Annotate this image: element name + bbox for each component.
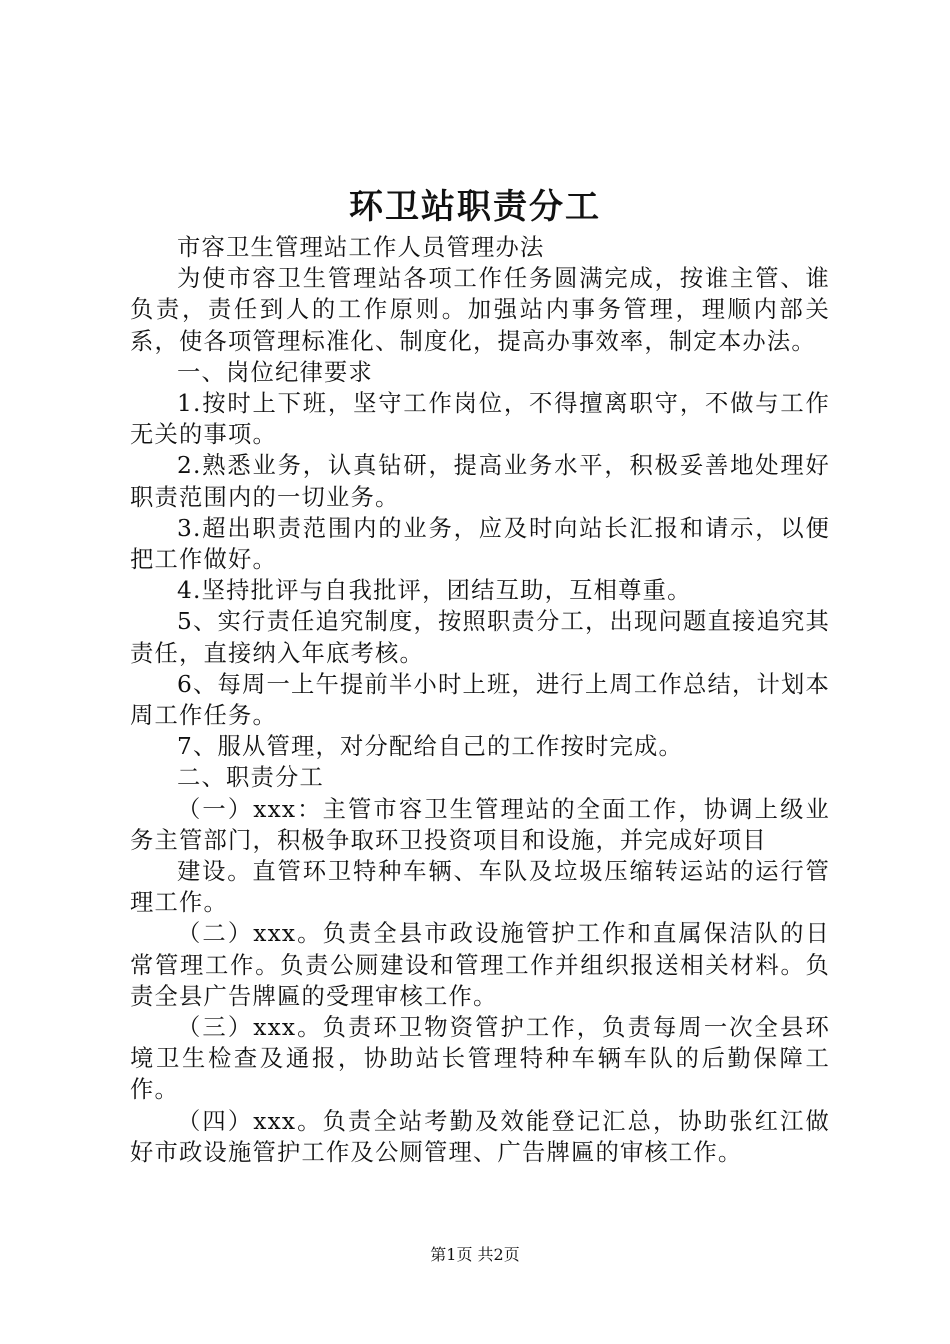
paragraph: 1.按时上下班，坚守工作岗位，不得擅离职守，不做与工作无关的事项。: [130, 390, 830, 449]
paragraph: 4.坚持批评与自我批评，团结互助，互相尊重。: [177, 577, 692, 605]
paragraph: 2.熟悉业务，认真钻研，提高业务水平，积极妥善地处理好职责范围内的一切业务。: [130, 452, 830, 511]
paragraph: （一）xxx：主管市容卫生管理站的全面工作，协调上级业务主管部门，积极争取环卫投资项目和设施，并完成好项目: [130, 795, 830, 854]
section-heading: 二、职责分工: [177, 764, 324, 792]
paragraph: （四）xxx。负责全站考勤及效能登记汇总，协助张红江做好市政设施管护工作及公厕管理、广告牌匾的审核工作。: [130, 1107, 830, 1166]
paragraph: 6、每周一上午提前半小时上班，进行上周工作总结，计划本周工作任务。: [130, 670, 830, 730]
paragraph: 为使市容卫生管理站各项工作任务圆满完成，按谁主管、谁负责，责任到人的工作原则。加强站内事务管理，理顺内部关系，使各项管理标准化、制度化，提高办事效率，制定本办法。: [130, 265, 830, 355]
section-heading: 一、岗位纪律要求: [177, 358, 373, 386]
paragraph: 建设。直管环卫特种车辆、车队及垃圾压缩转运站的运行管理工作。: [130, 858, 830, 917]
document-title: 环卫站职责分工: [349, 187, 601, 227]
paragraph: （三）xxx。负责环卫物资管护工作，负责每周一次全县环境卫生检查及通报，协助站长管理特种车辆车队的后勤保障工作。: [130, 1014, 830, 1104]
paragraph: （二）xxx。负责全县市政设施管护工作和直属保洁队的日常管理工作。负责公厕建设和管理工作并组织报送相关材料。负责全县广告牌匾的受理审核工作。: [130, 920, 830, 1010]
paragraph: 3.超出职责范围内的业务，应及时向站长汇报和请示，以便把工作做好。: [130, 514, 830, 574]
page-footer: 第1页 共2页: [430, 1245, 520, 1264]
paragraph: 市容卫生管理站工作人员管理办法: [177, 234, 545, 261]
paragraph: 7、服从管理，对分配给自己的工作按时完成。: [177, 733, 683, 761]
document-body: [130, 232, 830, 1168]
paragraph: 5、实行责任追究制度，按照职责分工，出现问题直接追究其责任，直接纳入年底考核。: [130, 608, 830, 667]
